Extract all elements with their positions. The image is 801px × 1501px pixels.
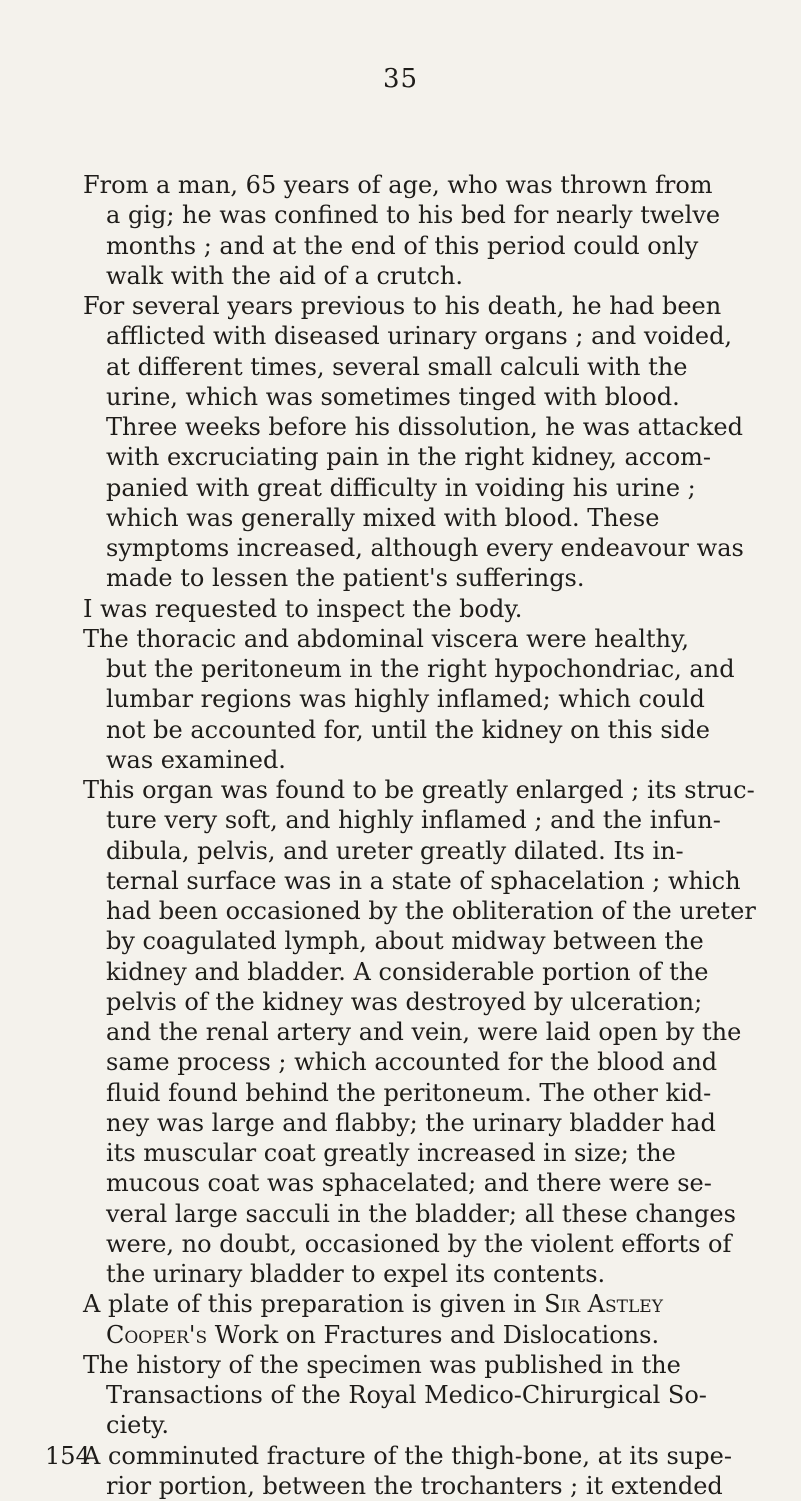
text-line: lumbar regions was highly inflamed; which could [106,685,705,714]
plate-note-suffix: Work on Fractures and Dislocations. [207,1320,660,1349]
entry-line [0,1441,801,1471]
plate-note-name-1: Sir Astley [544,1290,663,1319]
page-body [0,170,801,1501]
text-line: ture very soft, and highly inflamed ; and the infun- [106,806,721,835]
text-line: pelvis of the kidney was destroyed by ulceration; [106,987,703,1016]
text-line: had been occasioned by the obliteration of the ureter [106,897,756,925]
plate-note-name-2: Cooper's [106,1320,208,1349]
text-line: made to lessen the patient's sufferings. [106,564,585,593]
text-line: mucous coat was sphacelated; and there were se- [106,1169,712,1198]
text-line: not be accounted for, until the kidney on this side [106,715,710,744]
text-line: the urinary bladder to expel its contents. [106,1260,606,1288]
text-line: a gig; he was confined to his bed for nearly twelve [106,201,721,230]
text-line: but the peritoneum in the right hypochondriac, and [106,655,735,683]
text-line: Transactions of the Royal Medico-Chirurgical So- [106,1381,707,1409]
text-line: veral large sacculi in the bladder; all these changes [106,1199,736,1228]
text-line: same process ; which accounted for the blood and [106,1048,718,1077]
text-line: The history of the specimen was published in the [83,1350,681,1379]
text-line: was examined. [106,745,286,774]
entry-text: A comminuted fracture of the thigh-bone, at its supe- [83,1441,732,1470]
plate-note-line [0,1289,801,1319]
text-line: panied with great difficulty in voiding his urine ; [106,473,696,502]
text-line: with excruciating pain in the right kidney, accom- [106,443,712,472]
text-line: kidney and bladder. A considerable portion of the [106,957,709,986]
text-line: ternal surface was in a state of sphacelation ; which [106,866,741,895]
text-line: its muscular coat greatly increased in size; the [106,1139,676,1167]
plate-note-line [0,1320,801,1350]
plate-note-prefix: A plate of this preparation is given in [83,1290,545,1319]
text-line: From a man, 65 years of age, who was thrown from [83,171,713,199]
text-line: rior portion, between the trochanters ; it extended [106,1471,723,1500]
text-line: by coagulated lymph, about midway between the [106,927,704,956]
text-line: For several years previous to his death, he had been [83,292,722,320]
text-line: ciety. [106,1411,169,1440]
text-line: The thoracic and abdominal viscera were healthy, [83,624,689,653]
text-line: urine, which was sometimes tinged with blood. [106,382,680,411]
text-line: which was generally mixed with blood. These [106,503,660,532]
text-line: afflicted with diseased urinary organs ; and voided, [106,322,733,351]
entry-number: 154 [45,1441,91,1470]
text-line: dibula, pelvis, and ureter greatly dilated. Its in- [106,836,684,865]
text-line: fluid found behind the peritoneum. The other kid- [106,1078,712,1107]
text-line: walk with the aid of a crutch. [106,261,463,290]
text-line: months ; and at the end of this period could only [106,231,699,260]
text-line: symptoms increased, although every endeavour was [106,534,744,562]
text-line: and the renal artery and vein, were laid open by the [106,1018,742,1046]
text-line: I was requested to inspect the body. [83,594,523,623]
text-line: at different times, several small calculi with the [106,352,688,381]
text-line: This organ was found to be greatly enlarged ; its struc- [83,776,755,804]
text-line: ney was large and flabby; the urinary bladder had [106,1108,716,1137]
text-line: Three weeks before his dissolution, he was attacked [106,413,743,441]
text-line: were, no doubt, occasioned by the violent efforts of [106,1229,732,1258]
page-number: 35 [382,64,419,94]
